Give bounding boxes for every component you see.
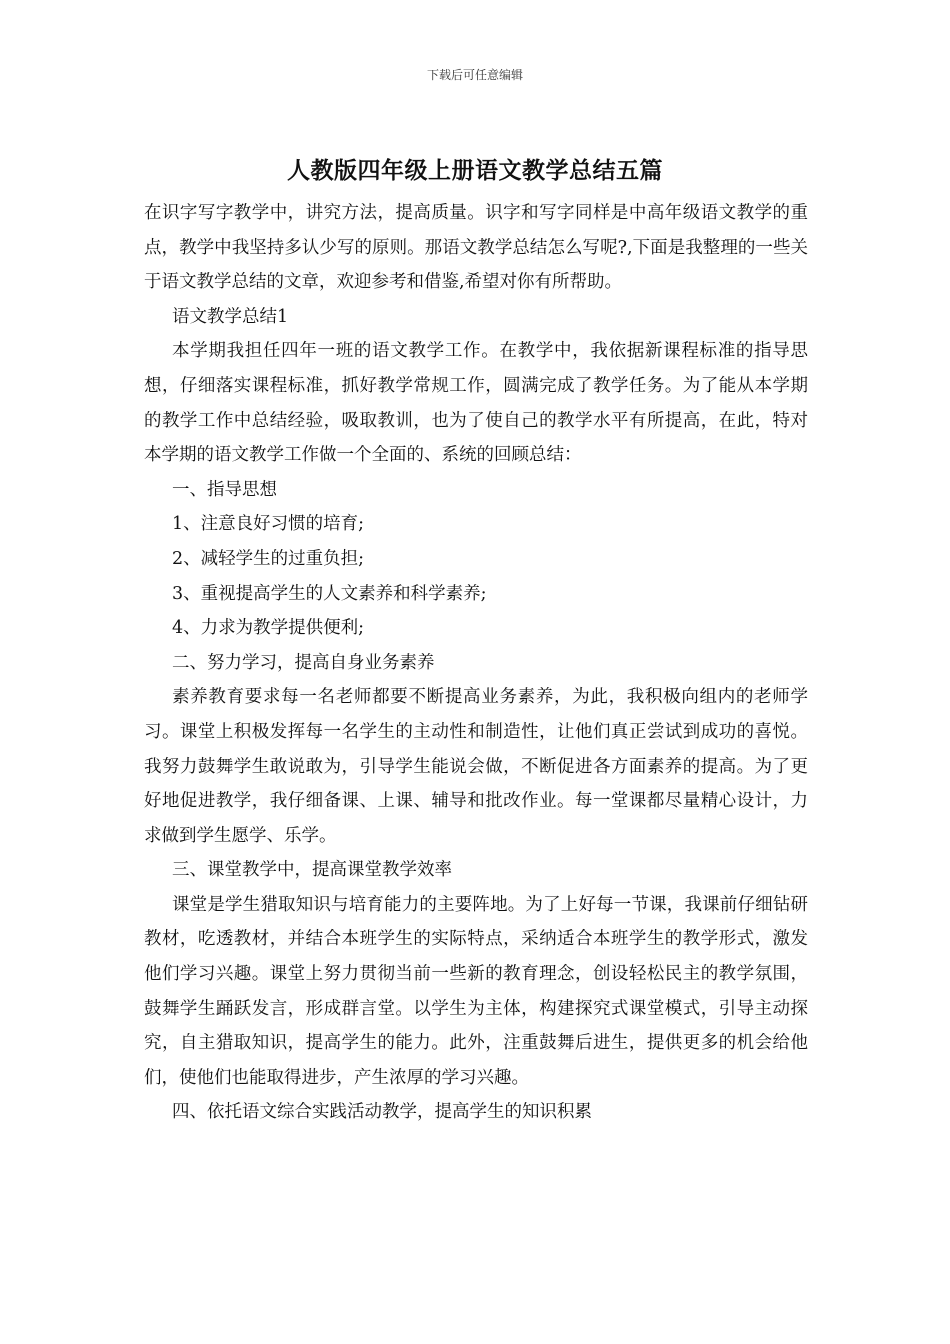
section-heading: 二、努力学习，提高自身业务素养 [172, 652, 435, 673]
list-item: 3、重视提高学生的人文素养和科学素养; [172, 583, 487, 604]
body-paragraph: 素养教育要求每一名老师都要不断提高业务素养，为此，我积极向组内的老师学习。课堂上积极发挥每一名学生的主动性和制造性，让他们真正尝试到成功的喜悦。我努力鼓舞学生敢说敢为，引导学生能说会做，不断促进各方面素养的提高。为了更好地促进教学，我仔细备课、上课、辅导和批改作业。每一堂课都尽量精心设计，力求做到学生愿学、乐学。 [144, 687, 808, 846]
section-heading: 四、依托语文综合实践活动教学，提高学生的知识积累 [172, 1102, 592, 1123]
document-body [144, 196, 808, 1130]
header-note: 下载后可任意编辑 [426, 68, 523, 82]
document-title: 人教版四年级上册语文教学总结五篇 [287, 157, 663, 184]
list-item: 4、力求为教学提供便利; [172, 618, 365, 639]
section-heading: 一、指导思想 [172, 479, 277, 500]
body-paragraph: 课堂是学生猎取知识与培育能力的主要阵地。为了上好每一节课，我课前仔细钻研教材，吃透教材，并结合本班学生的实际特点，采纳适合本班学生的教学形式，激发他们学习兴趣。课堂上努力贯彻当前一些新的教育理念，创设轻松民主的教学氛围，鼓舞学生踊跃发言，形成群言堂。以学生为主体，构建探究式课堂模式，引导主动探究，自主猎取知识，提高学生的能力。此外，注重鼓舞后进生，提供更多的机会给他们，使他们也能取得进步，产生浓厚的学习兴趣。 [144, 894, 808, 1088]
section-heading: 三、课堂教学中，提高课堂教学效率 [172, 860, 452, 881]
list-item: 1、注意良好习惯的培育; [172, 514, 365, 535]
list-item: 2、减轻学生的过重负担; [172, 548, 365, 569]
intro-paragraph: 在识字写字教学中，讲究方法，提高质量。识字和写字同样是中高年级语文教学的重点，教学中我坚持多认少写的原则。那语文教学总结怎么写呢?,下面是我整理的一些关于语文教学总结的文章，欢迎参考和借鉴,希望对你有所帮助。 [144, 203, 808, 293]
body-paragraph: 本学期我担任四年一班的语文教学工作。在教学中，我依据新课程标准的指导思想，仔细落实课程标准，抓好教学常规工作，圆满完成了教学任务。为了能从本学期的教学工作中总结经验，吸取教训，也为了使自己的教学水平有所提高，在此，特对本学期的语文教学工作做一个全面的、系统的回顾总结： [144, 341, 808, 466]
section-heading: 语文教学总结1 [172, 306, 289, 327]
